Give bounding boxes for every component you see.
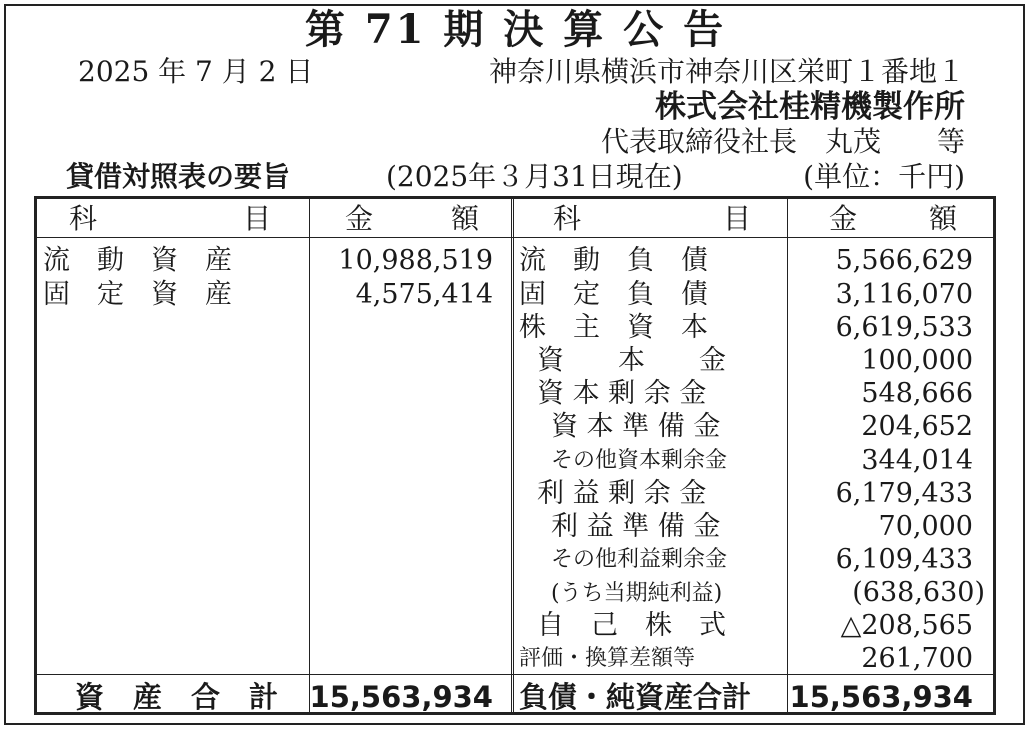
- equity-label: 株 主 資 本: [519, 312, 708, 343]
- total-assets-label: 資 産 合 計: [75, 680, 279, 714]
- liability-label: 固 定 負 債: [519, 279, 708, 310]
- equity-value: 6,179,433: [835, 478, 973, 509]
- balance-sheet-table: [34, 196, 996, 715]
- balance-sheet-unit: (単位：千円): [803, 160, 965, 193]
- header-left-amount-1: 金: [345, 202, 374, 235]
- notice-title: 第 71 期 決 算 公 告: [304, 6, 727, 53]
- equity-value: 100,000: [861, 345, 973, 376]
- header-left-item-1: 科: [69, 202, 98, 235]
- center-double-divider: [511, 199, 514, 712]
- equity-value: 70,000: [878, 511, 973, 542]
- column-divider: [787, 199, 788, 712]
- equity-label: 利 益 準 備 金: [551, 511, 721, 542]
- equity-label: 利 益 剰 余 金: [537, 478, 707, 509]
- equity-value: 6,619,533: [835, 312, 973, 343]
- total-liabilities-equity-label: 負債・純資産合計: [519, 680, 752, 714]
- company-name: 株式会社桂精機製作所: [655, 89, 965, 125]
- equity-value: 548,666: [861, 378, 973, 409]
- equity-label: (うち当期純利益): [551, 581, 723, 606]
- company-address: 神奈川県横浜市神奈川区栄町１番地１: [488, 55, 965, 88]
- equity-label: 自 己 株 式: [537, 610, 726, 641]
- header-right-item-2: 目: [723, 202, 752, 235]
- balance-sheet-title: 貸借対照表の要旨: [66, 160, 291, 193]
- liability-value: 5,566,629: [835, 245, 973, 276]
- notice-date: 2025 年 7 月 2 日: [78, 55, 314, 88]
- equity-label: その他資本剰余金: [551, 448, 728, 473]
- asset-value: 10,988,519: [338, 245, 493, 276]
- header-left-item-2: 目: [243, 202, 272, 235]
- liability-label: 流 動 負 債: [519, 245, 708, 276]
- equity-value: 261,700: [861, 643, 973, 674]
- equity-value: 344,014: [861, 445, 973, 476]
- asset-value: 4,575,414: [355, 279, 493, 310]
- equity-label: 資 本 準 備 金: [551, 411, 721, 442]
- equity-label: その他利益剰余金: [551, 547, 728, 572]
- equity-label: 評価・換算差額等: [519, 646, 696, 671]
- asset-label: 固 定 資 産: [43, 279, 232, 310]
- equity-label: 資 本 金: [537, 345, 726, 376]
- header-divider: [37, 237, 993, 238]
- equity-label: 資 本 剰 余 金: [537, 378, 707, 409]
- header-right-amount-2: 額: [929, 202, 958, 235]
- liability-value: 3,116,070: [835, 279, 973, 310]
- equity-value: (638,630): [852, 577, 985, 608]
- total-liabilities-equity-value: 15,563,934: [789, 680, 973, 714]
- header-right-item-1: 科: [553, 202, 582, 235]
- asset-label: 流 動 資 産: [43, 245, 232, 276]
- header-right-amount-1: 金: [829, 202, 858, 235]
- equity-value: 204,652: [861, 411, 973, 442]
- total-divider: [37, 674, 993, 675]
- balance-sheet-date: (2025年３月31日現在): [386, 160, 683, 193]
- equity-value: 6,109,433: [835, 544, 973, 575]
- column-divider: [309, 199, 310, 712]
- equity-value: △208,565: [840, 610, 973, 641]
- total-assets-value: 15,563,934: [309, 680, 493, 714]
- representative: 代表取締役社長 丸茂 等: [600, 125, 965, 158]
- header-left-amount-2: 額: [451, 202, 480, 235]
